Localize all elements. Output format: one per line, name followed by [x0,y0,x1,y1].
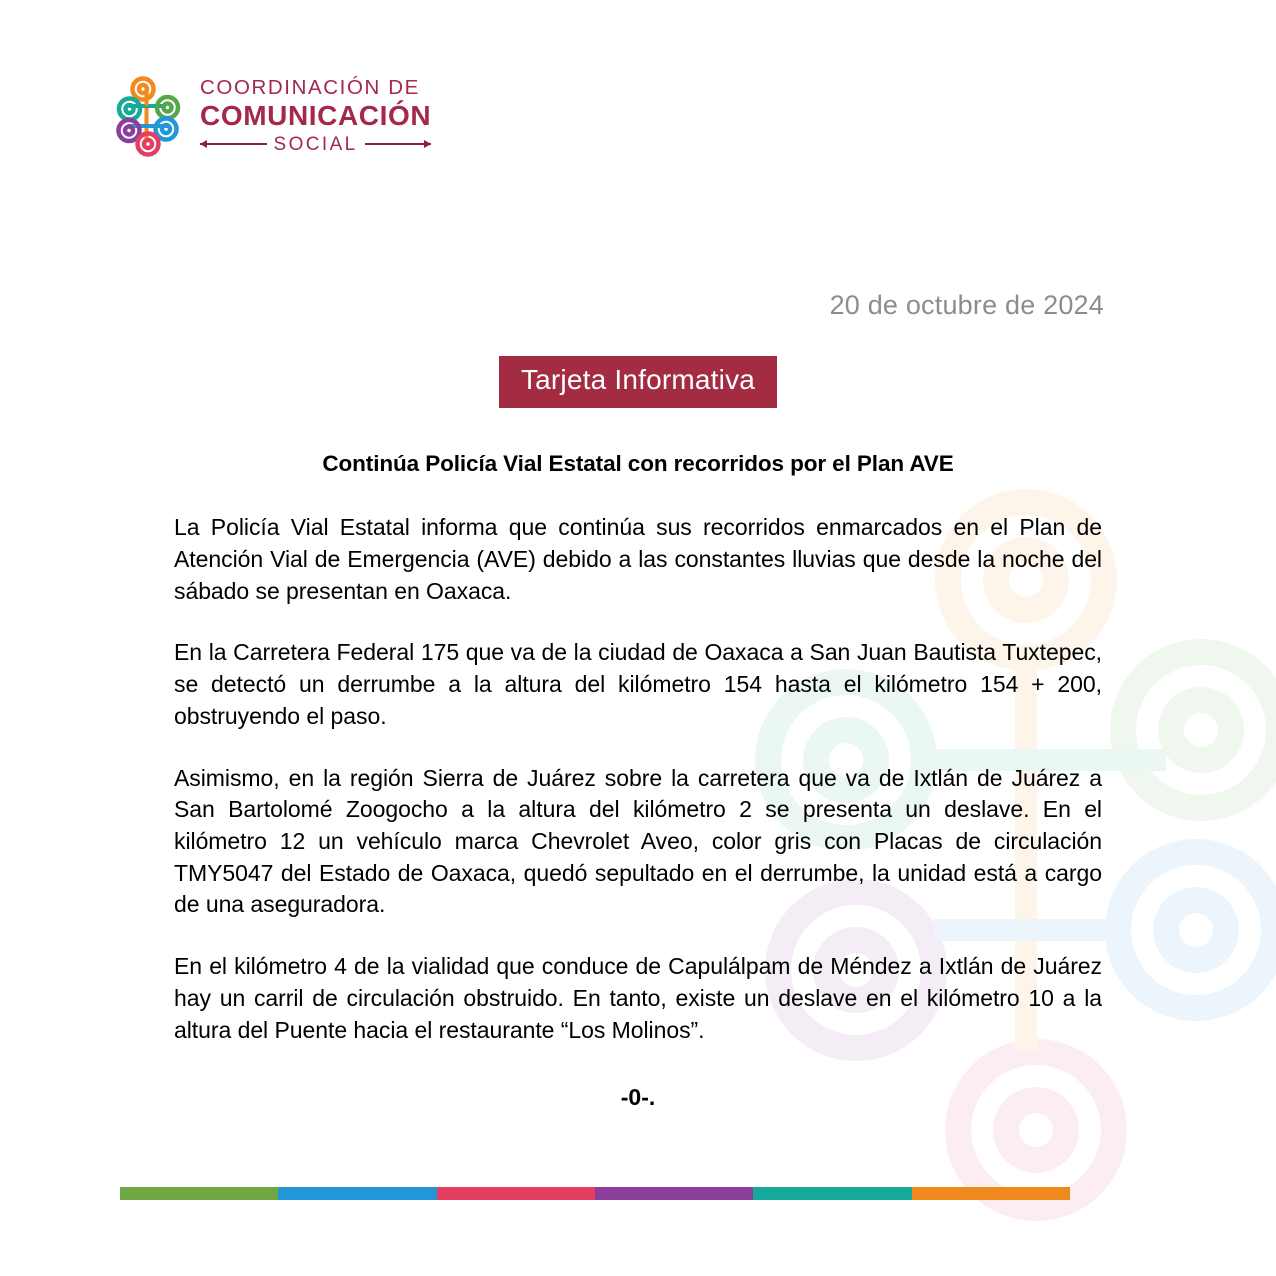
footer-bar-segment-blue [278,1187,436,1200]
body-paragraph-3: Asimismo, en la región Sierra de Juárez sobre la carretera que va de Ixtlán de Juárez a San Bartolomé Zoogocho a la altura del kilómetro 2 se presenta un deslave. En el kilómetro 12 un vehículo marca Chevrolet Aveo, color gris con Placas de circulación TMY5047 del Estado de Oaxaca, quedó sepultado en el derrumbe, la unidad está a cargo de una aseguradora. [174,764,1102,918]
badge-row [0,356,1276,408]
page-title: Continúa Policía Vial Estatal con recorridos por el Plan AVE [322,451,954,476]
wordmark-line-coordinacion: COORDINACIÓN DE [200,76,420,100]
body-paragraph-1: La Policía Vial Estatal informa que continúa sus recorridos enmarcados en el Plan de Atención Vial de Emergencia (AVE) debido a las constantes lluvias que desde la noche del sábado se presentan en Oaxaca. [174,514,1102,604]
brand-logo [112,74,431,158]
right-arrow-rule-icon [365,143,432,145]
footer-color-bar [120,1187,1070,1200]
footer-bar-segment-pink [437,1187,595,1200]
document-body [174,450,1102,1111]
left-arrow-rule-icon [200,143,267,145]
footer-bar-segment-teal [753,1187,911,1200]
body-paragraph-4: En el kilómetro 4 de la vialidad que conduce de Capulálpam de Méndez a Ixtlán de Juárez hay un carril de circulación obstruido. En tanto, existe un deslave en el kilómetro 10 a la altura del Puente hacia el restaurante “Los Molinos”. [174,953,1102,1043]
footer-bar-segment-green [120,1187,278,1200]
closing-mark: -0-. [620,1084,656,1111]
wordmark-line-comunicacion: COMUNICACIÓN [200,99,432,131]
document-date: 20 de octubre de 2024 [829,290,1104,320]
brand-wordmark [200,78,431,154]
wordmark-line-social-row [200,135,431,154]
footer-bar-segment-purple [595,1187,753,1200]
tarjeta-informativa-badge: Tarjeta Informativa [499,356,777,408]
footer-bar-segment-orange [912,1187,1070,1200]
body-paragraph-2: En la Carretera Federal 175 que va de la ciudad de Oaxaca a San Juan Bautista Tuxtepec, se detectó un derrumbe a la altura del kilómetro 154 hasta el kilómetro 154 + 200, obstruyendo el paso. [174,639,1102,729]
pinwheel-logo-mark [112,74,186,158]
wordmark-line-social: SOCIAL [273,133,358,155]
